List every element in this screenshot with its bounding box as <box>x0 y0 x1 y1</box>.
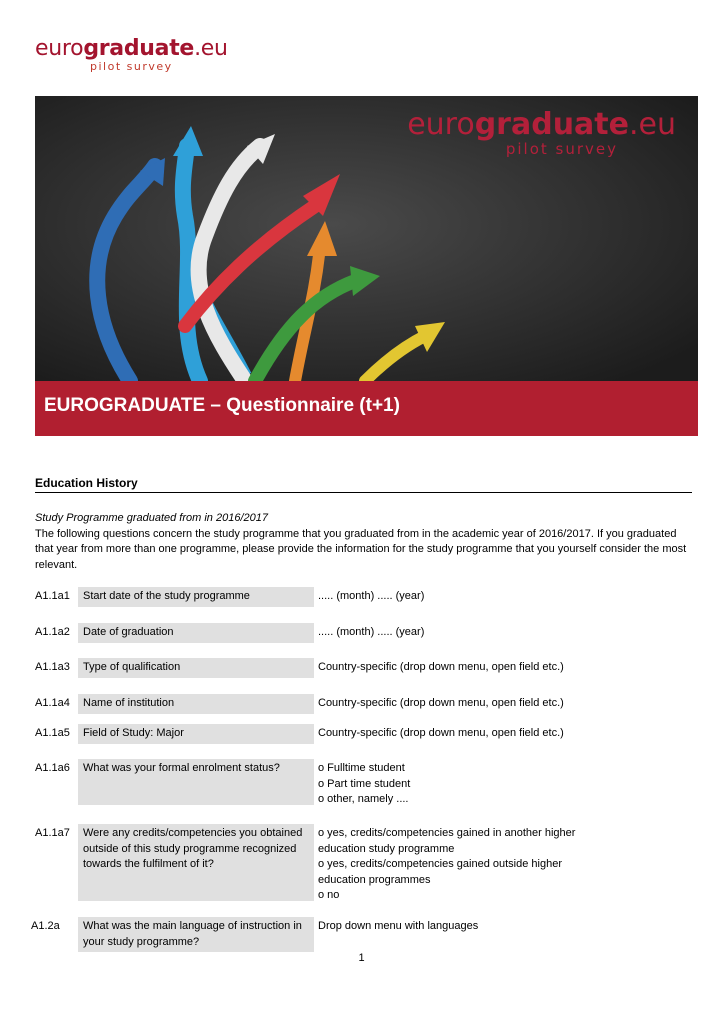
eurograduate-logo <box>35 38 228 73</box>
banner-logo-word-end: .eu <box>628 107 676 142</box>
question-label: What was your formal enrolment status? <box>78 759 314 805</box>
logo-subtitle: pilot survey <box>90 60 173 73</box>
answer-option: o Part time student <box>318 777 411 790</box>
intro-text: The following questions concern the study programme that you graduated from in the academic year of 2016/2017. If you graduated that year from more than one programme, please provide the information for the study programme that you yourself consider the most relevant. <box>35 527 687 571</box>
question-code: A1.1a1 <box>35 590 70 602</box>
answer-options <box>318 826 593 904</box>
question-label: Name of institution <box>78 694 314 714</box>
question-label: Were any credits/competencies you obtained outside of this study programme recognized towards the fulfilment of it? <box>78 824 314 901</box>
question-code: A1.1a5 <box>35 727 70 739</box>
answer-format: Country-specific (drop down menu, open field etc.) <box>318 661 564 673</box>
logo-word-end: .eu <box>194 36 228 61</box>
question-code: A1.2a <box>31 920 60 932</box>
banner-logo-word-bold: graduate <box>474 107 629 142</box>
document-title: EUROGRADUATE – Questionnaire (t+1) <box>44 395 400 416</box>
section-heading: Education History <box>35 476 692 493</box>
answer-format: ..... (month) ..... (year) <box>318 590 425 602</box>
answer-format: Country-specific (drop down menu, open field etc.) <box>318 727 564 739</box>
answer-option: o Fulltime student <box>318 762 405 774</box>
logo-word-light: euro <box>35 36 84 61</box>
banner-logo-subtitle: pilot survey <box>505 140 618 158</box>
answer-option: o yes, credits/competencies gained in another higher education study programme <box>318 827 576 855</box>
question-label: Start date of the study programme <box>78 587 314 607</box>
answer-option: o no <box>318 889 340 901</box>
question-code: A1.1a3 <box>35 661 70 673</box>
banner-logo <box>407 107 676 158</box>
question-code: A1.1a6 <box>35 762 70 774</box>
question-code: A1.1a4 <box>35 697 70 709</box>
banner-logo-word-light: euro <box>407 107 475 142</box>
question-label: Date of graduation <box>78 623 314 643</box>
answer-format: Drop down menu with languages <box>318 920 479 932</box>
page-number: 1 <box>358 952 365 964</box>
section-intro <box>35 511 695 573</box>
question-label: Type of qualification <box>78 658 314 678</box>
intro-subheading: Study Programme graduated from in 2016/2017 <box>35 512 268 524</box>
question-label: Field of Study: Major <box>78 724 314 744</box>
answer-format: ..... (month) ..... (year) <box>318 626 425 638</box>
question-code: A1.1a2 <box>35 626 70 638</box>
answer-options <box>318 761 618 808</box>
question-code: A1.1a7 <box>35 827 70 839</box>
answer-format: Country-specific (drop down menu, open field etc.) <box>318 697 564 709</box>
question-label: What was the main language of instruction in your study programme? <box>78 917 314 952</box>
title-bar <box>35 381 698 436</box>
logo-word-bold: graduate <box>83 36 195 61</box>
answer-option: o yes, credits/competencies gained outside higher education programmes <box>318 858 562 886</box>
answer-option: o other, namely .... <box>318 793 409 805</box>
cover-banner <box>35 96 698 436</box>
